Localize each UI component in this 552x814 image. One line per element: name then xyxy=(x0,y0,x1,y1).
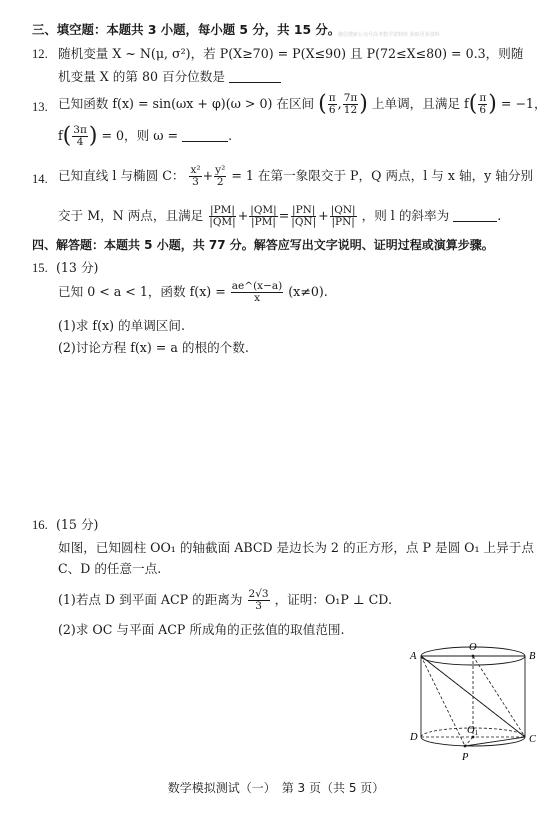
q13-text-f: f xyxy=(58,128,63,143)
q14-text-c: 交于 M，N 两点，且满足 xyxy=(58,208,204,223)
label-b: B xyxy=(529,651,536,662)
q13-number: 13. xyxy=(32,100,48,114)
q16-part1-text-b: ，证明：O₁P ⊥ CD. xyxy=(274,592,392,607)
q16-score: (15 分) xyxy=(56,517,99,532)
cylinder-svg xyxy=(405,640,545,770)
q15-given-text-a: 已知 0 < a < 1，函数 f(x) = xyxy=(58,284,226,299)
q13-text-c: = −1， xyxy=(500,96,547,111)
segment-pc xyxy=(465,737,525,746)
label-o: O xyxy=(469,642,477,653)
q13-text-d: = 0，则 ω = xyxy=(101,128,179,143)
label-a: A xyxy=(410,651,417,662)
q14-frac-y2-2: $\frac{\text{y²}}{2}$ xyxy=(215,164,226,188)
q13-frac-pi-6: $\frac{\pi}{6}$ xyxy=(328,92,336,116)
point-p xyxy=(464,745,467,748)
q15-score: (13 分) xyxy=(56,260,99,275)
label-d: D xyxy=(410,732,418,743)
q14-frac-x2-3: $\frac{\text{x²}}{3}$ xyxy=(190,164,201,188)
q16-part1 xyxy=(58,589,392,612)
q16-part1-text-a: (1)若点 D 到平面 ACP 的距离为 xyxy=(58,592,243,607)
segment-ap xyxy=(421,656,465,746)
q12-line1: 随机变量 X ~ N(μ, σ²)，若 P(X≥70) = P(X≤90) 且 P(72≤X≤80) = 0.3，则随 xyxy=(58,46,524,61)
q13-frac-pi-6-b: $\frac{\pi}{6}$ xyxy=(479,92,487,116)
label-o1: O1 xyxy=(467,725,479,737)
q12-line2-text: 机变量 X 的第 80 百分位数是 xyxy=(58,69,225,84)
q13-line2: f( $\frac{3\pi}{4}$ ) = 0，则 ω = . xyxy=(58,123,233,149)
section-4-heading: 四、解答题：本题共 5 小题，共 77 分。解答应写出文字说明、证明过程或演算步骤。 xyxy=(32,238,494,252)
q13-paren-close: ) xyxy=(359,91,368,117)
q16-line2: C、D 的任意一点. xyxy=(58,561,162,576)
q13-text-b: 上单调，且满足 f xyxy=(371,96,469,111)
q14-frac-qn-pn: $\frac{|QN|}{|PN|}$ xyxy=(330,204,356,228)
point-o xyxy=(472,655,475,658)
q13-frac-3pi-4: $\frac{3\pi}{4}$ xyxy=(73,124,87,148)
q14-text-b: = 1 在第一象限交于 P，Q 两点，l 与 x 轴，y 轴分别 xyxy=(231,168,534,183)
q12-line2 xyxy=(58,69,281,85)
q14-text-a: 已知直线 l 与椭圆 C： xyxy=(58,168,185,183)
q15-given-text-b: (x≠0). xyxy=(288,284,328,299)
q16-frac-2sqrt3-3: $\frac{2√3}{3}$ xyxy=(248,588,269,612)
q14-frac-pm-qm: $\frac{|PM|}{|QM|}$ xyxy=(209,204,236,228)
cylinder-diagram xyxy=(405,640,545,770)
q14-text-d: ，则 l 的斜率为 xyxy=(361,208,450,223)
q12-number: 12. xyxy=(32,47,48,61)
q12-answer-blank[interactable] xyxy=(229,70,281,83)
watermark-text: 微信搜索公众号高考数学资料库 获取更多资料 xyxy=(338,32,440,38)
q15-function-frac: $\frac{ae\^{}(x-a)}{x}$ xyxy=(231,280,283,304)
q14-line2: 交于 M，N 两点，且满足 $\frac{|PM|}{|QM|}$ + $\frac{|QM|}{|PM|}$ = $\frac{|PN|}{|QN|}$ + $\frac{|QN|}{|PN|}$ ，则 l 的斜率为 . xyxy=(58,204,502,228)
q16-line1: 如图，已知圆柱 OO₁ 的轴截面 ABCD 是边长为 2 的正方形，点 P 是圆 O₁ 上异于点 xyxy=(58,540,534,555)
q14-number: 14. xyxy=(32,172,48,186)
q15-given xyxy=(58,281,328,304)
q16-part2: (2)求 OC 与平面 ACP 所成角的正弦值的取值范围. xyxy=(58,622,345,637)
q15-number: 15. xyxy=(32,261,48,275)
q13-line1: 已知函数 f(x) = sin(ωx + φ)(ω > 0) 在区间 ( $\frac{\pi}{6}$ , $\frac{7\pi}{12}$ ) 上单调，且满足 f( $\frac{\pi}{6}$ ) = −1， xyxy=(58,91,547,117)
page-footer: 数学模拟测试（一） 第 3 页（共 5 页） xyxy=(167,781,385,795)
label-p: P xyxy=(462,752,469,763)
q14-frac-pn-qn: $\frac{|PN|}{|QN|}$ xyxy=(291,204,317,228)
q13-frac-7pi-12: $\frac{7\pi}{12}$ xyxy=(343,92,358,116)
q13-text-a: 已知函数 f(x) = sin(ωx + φ)(ω > 0) 在区间 xyxy=(58,96,315,111)
q13-paren-open: ( xyxy=(318,91,327,117)
q15-part1: (1)求 f(x) 的单调区间. xyxy=(58,318,186,333)
q14-answer-blank[interactable] xyxy=(453,209,497,222)
q16-number: 16. xyxy=(32,518,48,532)
q14-line1: 已知直线 l 与椭圆 C： $\frac{\text{x²}}{3}$ + $\frac{\text{y²}}{2}$ = 1 在第一象限交于 P，Q 两点，l 与 x 轴，y 轴分别 xyxy=(58,164,534,188)
label-c: C xyxy=(529,734,537,745)
section-3-heading: 三、填空题：本题共 3 小题，每小题 5 分，共 15 分。 xyxy=(32,22,341,37)
segment-oc xyxy=(473,656,525,737)
q13-answer-blank[interactable] xyxy=(182,129,228,142)
q15-part2: (2)讨论方程 f(x) = a 的根的个数. xyxy=(58,340,249,355)
q14-frac-qm-pm: $\frac{|QM|}{|PM|}$ xyxy=(250,204,277,228)
